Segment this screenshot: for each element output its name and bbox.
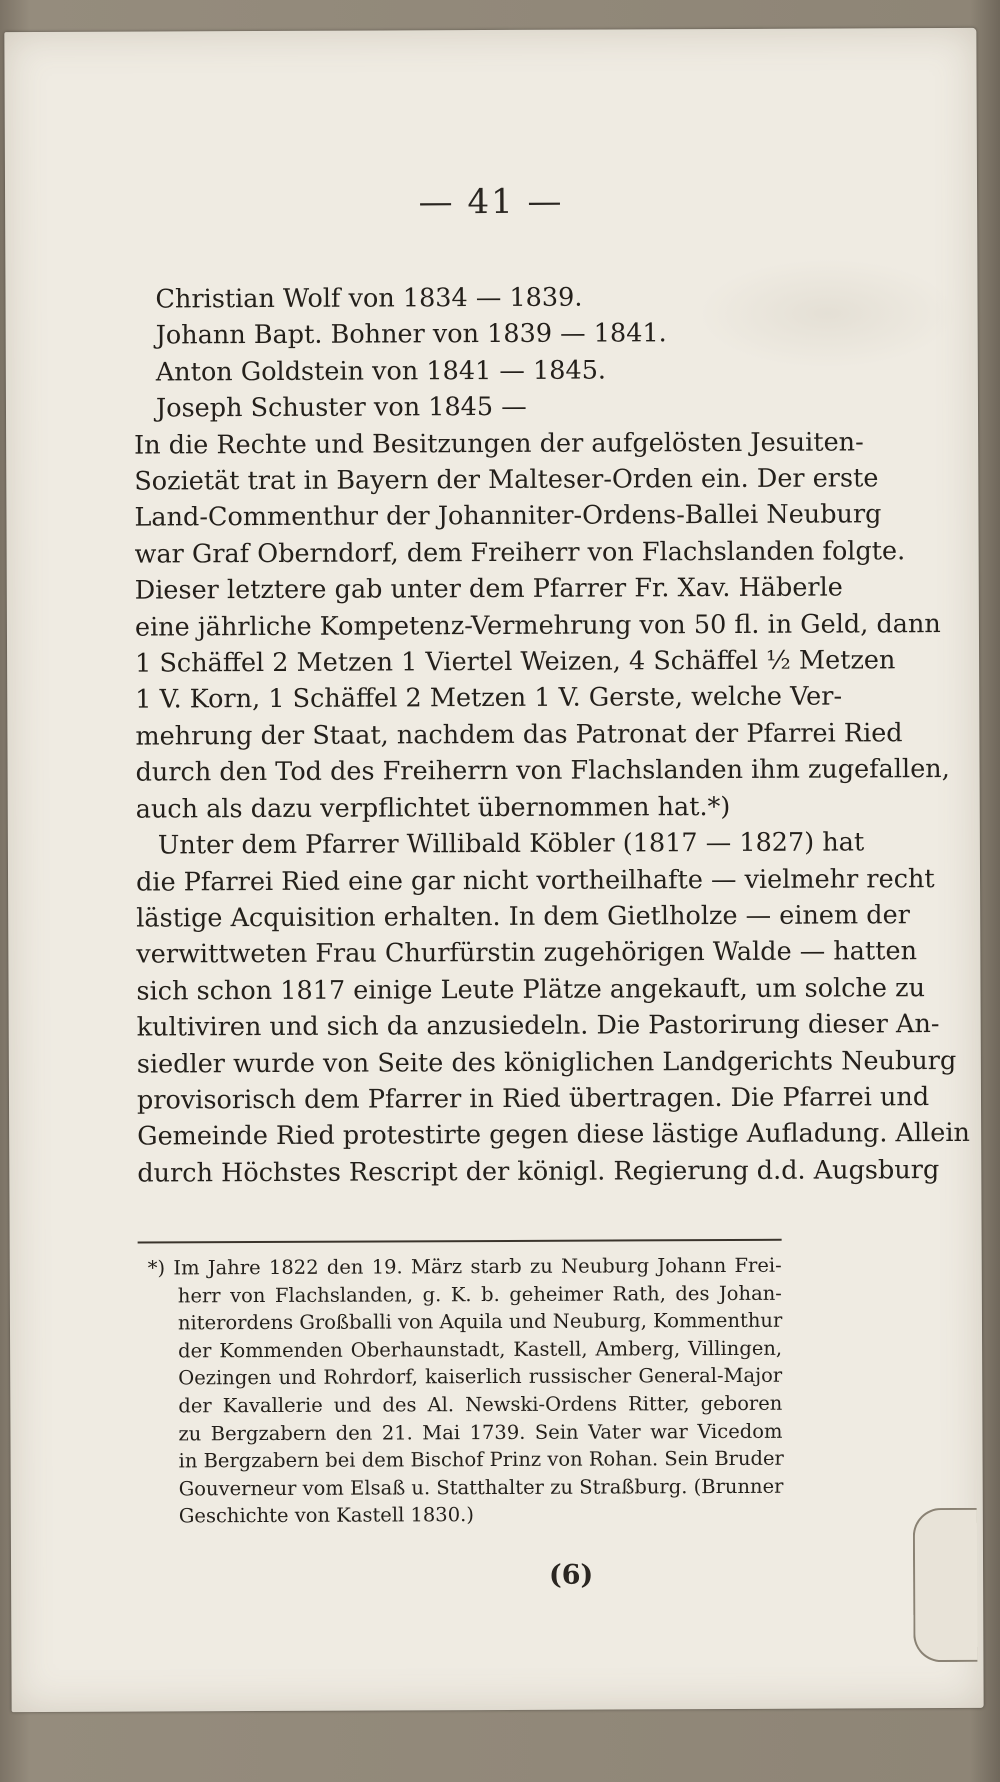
footnote-line: Geschichte von Kastell 1830.)	[178, 1503, 474, 1528]
footnote-rule	[138, 1239, 782, 1244]
text-line: eine jährliche Kompetenz-Vermehrung von 50 fl. in Geld, dann	[134, 608, 941, 643]
text-line: Joseph Schuster von 1845 —	[155, 392, 527, 424]
footnote-line: *) Im Jahre 1822 den 19. März starb zu Neuburg Johann Frei-	[147, 1253, 782, 1280]
signature-mark: (6)	[548, 1559, 594, 1591]
footnote-line: herr von Flachslanden, g. K. b. geheimer Rath, des Johan-	[177, 1281, 782, 1307]
footnote-line: Oezingen und Rohrdorf, kaiserlich russischer General-Major	[178, 1364, 783, 1390]
text-line: Unter dem Pfarrer Willibald Köbler (1817 — 1827) hat	[157, 827, 865, 861]
text-line: Dieser letztere gab unter dem Pfarrer Fr. Xav. Häberle	[134, 572, 843, 606]
text-line: siedler wurde von Seite des königlichen Landgerichts Neuburg	[136, 1045, 957, 1080]
text-line: Gemeinde Ried protestirte gegen diese lästige Aufladung. Allein	[137, 1118, 970, 1152]
footnote-line: zu Bergzabern den 21. Mai 1739. Sein Vater war Vicedom	[178, 1419, 783, 1445]
text-line: verwittweten Frau Churfürstin zugehörigen Walde — hatten	[136, 936, 918, 970]
text-line: Land-Commenthur der Johanniter-Ordens-Ballei Neuburg	[134, 499, 882, 534]
body-text	[133, 279, 970, 1192]
text-line: Sozietät trat in Bayern der Malteser-Orden ein. Der erste	[134, 463, 879, 497]
footnote-line: der Kommenden Oberhaunstadt, Kastell, Amberg, Villingen,	[178, 1336, 783, 1363]
page-number: — 41 —	[418, 181, 564, 223]
text-line: In die Rechte und Besitzungen der aufgelösten Jesuiten-	[134, 427, 864, 461]
text-line: Johann Bapt. Bohner von 1839 — 1841.	[155, 318, 667, 351]
text-line: Anton Goldstein von 1841 — 1845.	[155, 355, 607, 388]
footnote-line: niterordens Großballi von Aquila und Neuburg, Kommenthur	[177, 1308, 783, 1335]
text-line: die Pfarrei Ried eine gar nicht vortheilhafte — vielmehr recht	[135, 863, 935, 898]
text-line: durch den Tod des Freiherrn von Flachslanden ihm zugefallen,	[135, 754, 950, 788]
footnote-line: der Kavallerie und des Al. Newski-Ordens Ritter, geboren	[178, 1391, 783, 1418]
footnote-line: in Bergzabern bei dem Bischof Prinz von Rohan. Sein Bruder	[178, 1446, 784, 1473]
text-line: provisorisch dem Pfarrer in Ried übertragen. Die Pfarrei und	[136, 1082, 930, 1116]
text-line: sich schon 1817 einige Leute Plätze angekauft, um solche zu	[136, 972, 926, 1007]
text-line: 1 V. Korn, 1 Schäffel 2 Metzen 1 V. Gerste, welche Ver-	[135, 681, 843, 716]
text-line: kultiviren und sich da anzusiedeln. Die Pastorirung dieser An-	[136, 1009, 940, 1043]
text-line: lästige Acquisition erhalten. In dem Gietlholze — einem der	[136, 900, 910, 934]
text-line: durch Höchstes Rescript der königl. Regierung d.d. Augsburg	[137, 1154, 940, 1189]
book-page	[4, 28, 983, 1712]
text-line: mehrung der Staat, nachdem das Patronat der Pfarrei Ried	[135, 718, 903, 752]
footnote-line: Gouverneur vom Elsaß u. Statthalter zu Straßburg. (Brunner	[178, 1474, 784, 1501]
text-line: auch als dazu verpflichtet übernommen hat.*)	[135, 791, 731, 825]
text-line: Christian Wolf von 1834 — 1839.	[155, 282, 583, 315]
text-line: war Graf Oberndorf, dem Freiherr von Flachslanden folgte.	[134, 536, 906, 570]
footnote	[138, 1252, 783, 1531]
text-line: 1 Schäffel 2 Metzen 1 Viertel Weizen, 4 Schäffel ½ Metzen	[135, 645, 896, 679]
